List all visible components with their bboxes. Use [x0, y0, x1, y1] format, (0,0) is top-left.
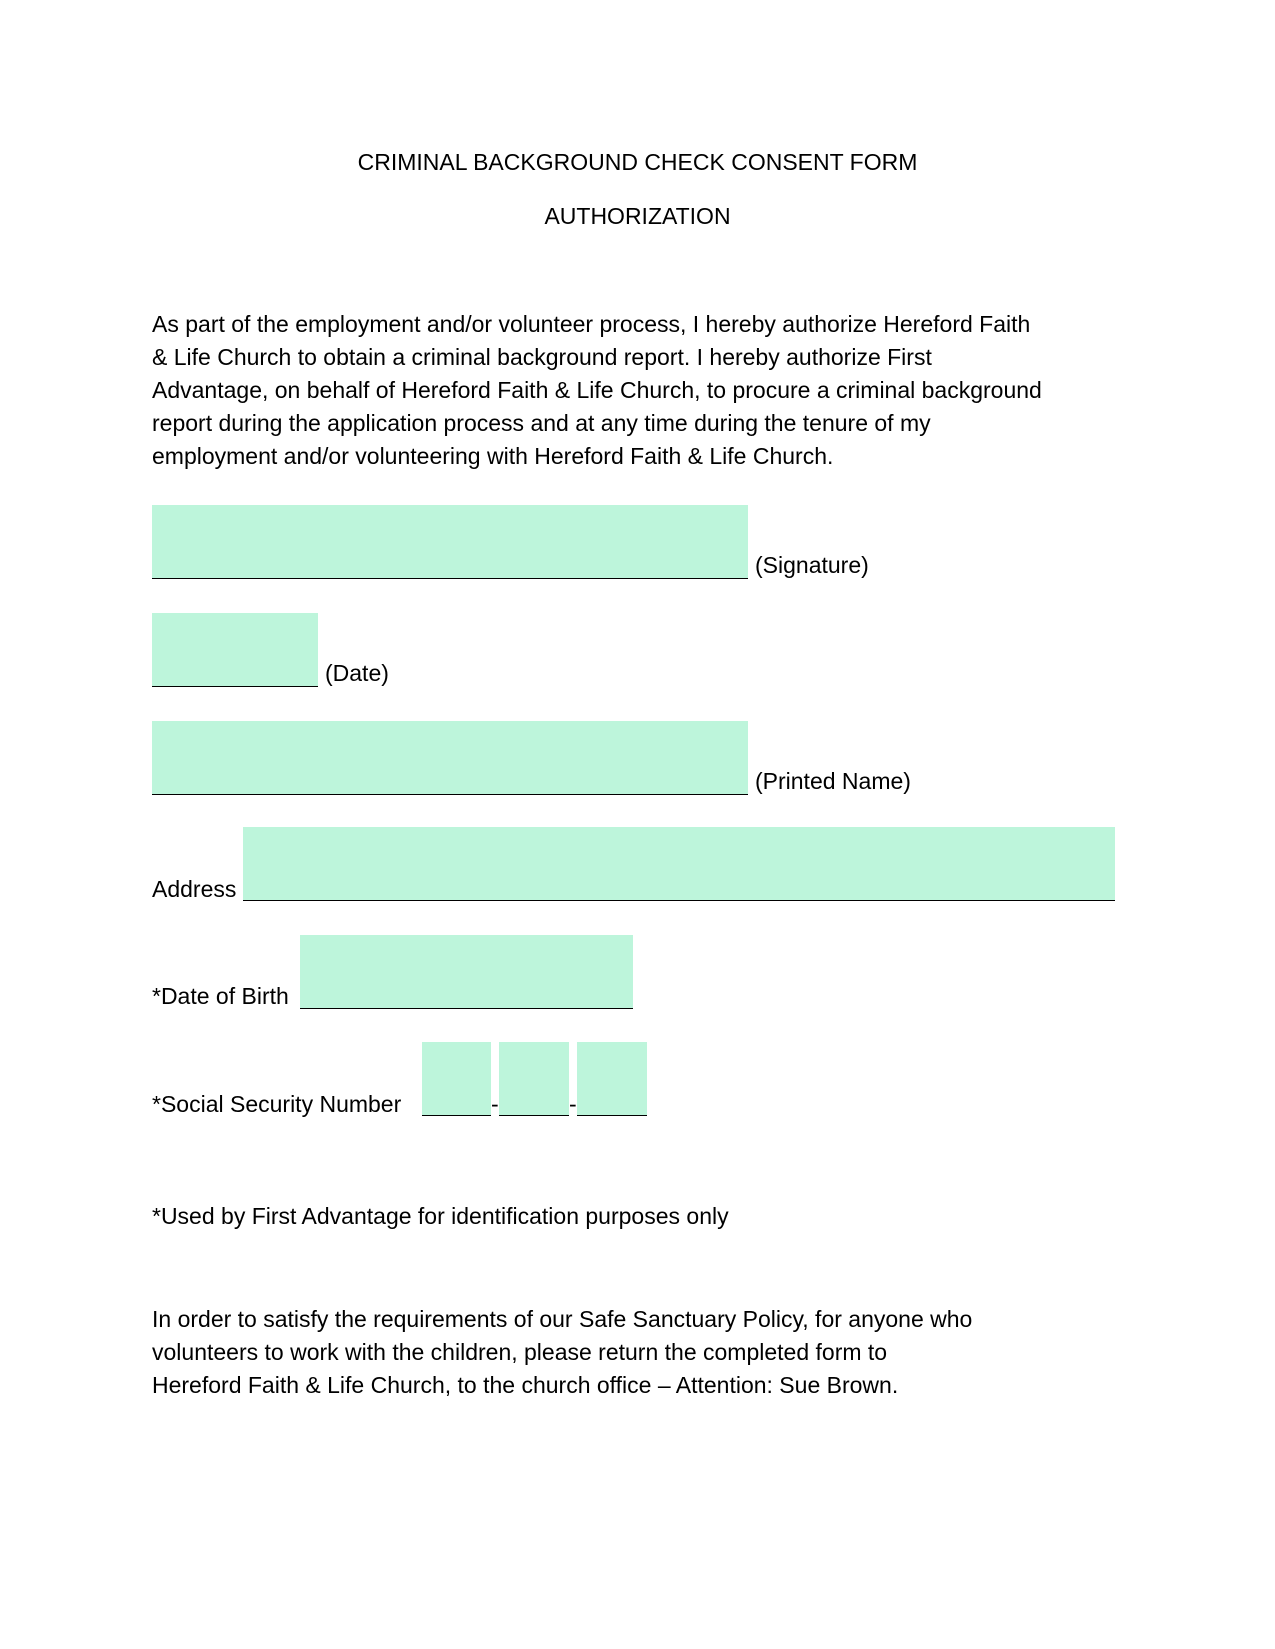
printed-name-field[interactable]	[152, 721, 748, 795]
date-field[interactable]	[152, 613, 318, 687]
ssn-part1-field[interactable]	[422, 1042, 491, 1116]
closing-line: In order to satisfy the requirements of our Safe Sanctuary Policy, for anyone who	[152, 1306, 973, 1332]
intro-line: & Life Church to obtain a criminal background report. I hereby authorize First	[152, 344, 932, 370]
intro-line: Advantage, on behalf of Hereford Faith & Life Church, to procure a criminal background	[152, 377, 1042, 403]
address-label: Address	[152, 876, 237, 902]
signature-label: (Signature)	[755, 552, 869, 578]
ssn-separator: -	[569, 1091, 577, 1117]
date-label: (Date)	[325, 660, 389, 686]
dob-label: *Date of Birth	[152, 983, 289, 1009]
dob-field[interactable]	[300, 935, 633, 1009]
intro-paragraph	[152, 308, 1142, 473]
closing-paragraph	[152, 1303, 1142, 1402]
form-subtitle: AUTHORIZATION	[544, 203, 731, 229]
closing-line: volunteers to work with the children, please return the completed form to	[152, 1339, 888, 1365]
intro-line: As part of the employment and/or volunteer process, I hereby authorize Hereford Faith	[152, 311, 1031, 337]
ssn-separator: -	[491, 1091, 499, 1117]
footnote: *Used by First Advantage for identification purposes only	[152, 1203, 729, 1229]
signature-field[interactable]	[152, 505, 748, 579]
intro-line: employment and/or volunteering with Hereford Faith & Life Church.	[152, 443, 834, 469]
ssn-part3-field[interactable]	[577, 1042, 647, 1116]
form-title: CRIMINAL BACKGROUND CHECK CONSENT FORM	[357, 149, 918, 175]
ssn-part2-field[interactable]	[499, 1042, 569, 1116]
printed-name-label: (Printed Name)	[755, 768, 911, 794]
address-field[interactable]	[243, 827, 1115, 901]
intro-line: report during the application process and at any time during the tenure of my	[152, 410, 931, 436]
ssn-label: *Social Security Number	[152, 1091, 402, 1117]
closing-line: Hereford Faith & Life Church, to the church office – Attention: Sue Brown.	[152, 1372, 899, 1398]
